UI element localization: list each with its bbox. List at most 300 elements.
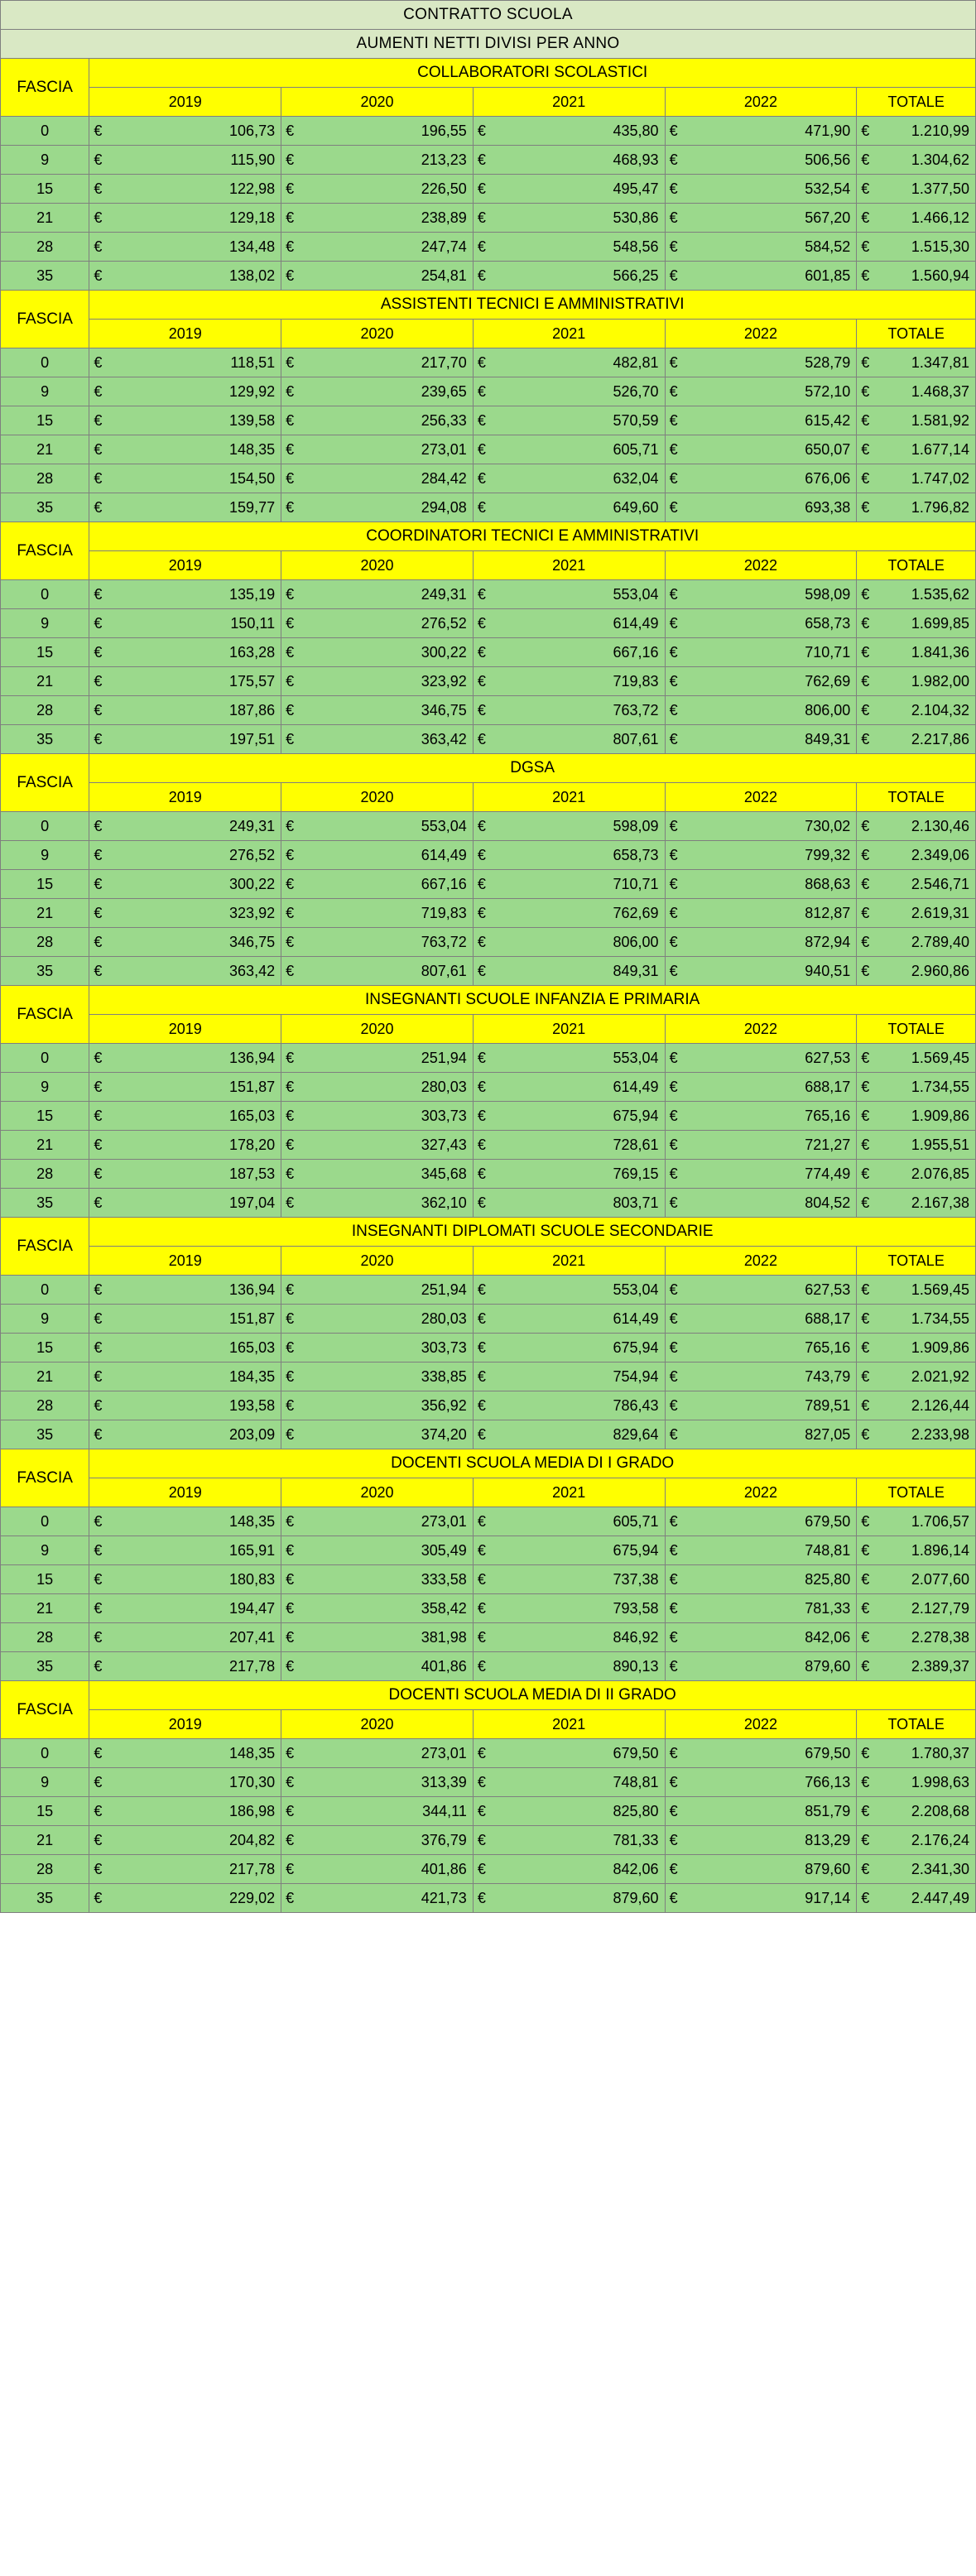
currency-symbol: € (665, 262, 691, 291)
amount-total: 1.569,45 (883, 1044, 976, 1073)
year-header-2019: 2019 (89, 1247, 281, 1276)
total-header: TOTALE (857, 320, 976, 348)
amount-total: 2.208,68 (883, 1797, 976, 1826)
currency-symbol: € (281, 1102, 308, 1131)
amount-total: 2.176,24 (883, 1826, 976, 1855)
currency-symbol-total: € (857, 957, 883, 986)
currency-symbol: € (281, 146, 308, 175)
amount-2019: 276,52 (116, 841, 281, 870)
fascia-value: 35 (1, 1189, 89, 1218)
year-header-2020: 2020 (281, 320, 474, 348)
fascia-value: 21 (1, 667, 89, 696)
amount-total: 2.021,92 (883, 1362, 976, 1391)
amount-2021: 530,86 (499, 204, 665, 233)
amount-total: 1.699,85 (883, 609, 976, 638)
currency-symbol: € (665, 348, 691, 377)
amount-2022: 812,87 (691, 899, 857, 928)
amount-2022: 730,02 (691, 812, 857, 841)
amount-2022: 679,50 (691, 1507, 857, 1536)
fascia-value: 0 (1, 1044, 89, 1073)
currency-symbol-total: € (857, 493, 883, 522)
currency-symbol: € (281, 1623, 308, 1652)
currency-symbol-total: € (857, 435, 883, 464)
table-row (1, 406, 976, 435)
amount-2021: 710,71 (499, 870, 665, 899)
currency-symbol-total: € (857, 175, 883, 204)
currency-symbol: € (281, 204, 308, 233)
currency-symbol: € (281, 1189, 308, 1218)
currency-symbol: € (665, 725, 691, 754)
currency-symbol: € (89, 1073, 116, 1102)
year-header-2022: 2022 (665, 1710, 857, 1739)
currency-symbol: € (665, 1536, 691, 1565)
amount-total: 2.076,85 (883, 1160, 976, 1189)
currency-symbol-total: € (857, 1362, 883, 1391)
table-row (1, 899, 976, 928)
total-header: TOTALE (857, 1478, 976, 1507)
currency-symbol: € (281, 1044, 308, 1073)
currency-symbol: € (665, 1768, 691, 1797)
currency-symbol: € (281, 435, 308, 464)
total-header: TOTALE (857, 783, 976, 812)
amount-total: 1.466,12 (883, 204, 976, 233)
amount-2022: 806,00 (691, 696, 857, 725)
currency-symbol: € (281, 1391, 308, 1420)
currency-symbol: € (473, 1623, 499, 1652)
currency-symbol-total: € (857, 406, 883, 435)
amount-2021: 495,47 (499, 175, 665, 204)
amount-2021: 614,49 (499, 609, 665, 638)
amount-total: 2.217,86 (883, 725, 976, 754)
currency-symbol: € (281, 1420, 308, 1449)
currency-symbol-total: € (857, 1855, 883, 1884)
currency-symbol: € (665, 1884, 691, 1913)
amount-2020: 356,92 (307, 1391, 473, 1420)
amount-2020: 313,39 (307, 1768, 473, 1797)
currency-symbol: € (665, 1739, 691, 1768)
currency-symbol-total: € (857, 812, 883, 841)
currency-symbol: € (473, 638, 499, 667)
amount-total: 1.909,86 (883, 1334, 976, 1362)
currency-symbol: € (89, 233, 116, 262)
amount-2020: 256,33 (307, 406, 473, 435)
table-row (1, 262, 976, 291)
table-row (1, 117, 976, 146)
currency-symbol: € (473, 1507, 499, 1536)
amount-2022: 650,07 (691, 435, 857, 464)
currency-symbol: € (665, 899, 691, 928)
currency-symbol: € (89, 957, 116, 986)
currency-symbol: € (89, 1652, 116, 1681)
year-header-2019: 2019 (89, 320, 281, 348)
currency-symbol: € (473, 957, 499, 986)
currency-symbol: € (89, 1565, 116, 1594)
total-header: TOTALE (857, 1015, 976, 1044)
currency-symbol: € (281, 928, 308, 957)
amount-2022: 688,17 (691, 1073, 857, 1102)
amount-total: 1.468,37 (883, 377, 976, 406)
currency-symbol: € (89, 580, 116, 609)
amount-2019: 363,42 (116, 957, 281, 986)
currency-symbol: € (473, 146, 499, 175)
fascia-value: 28 (1, 233, 89, 262)
amount-total: 2.167,38 (883, 1189, 976, 1218)
amount-total: 1.304,62 (883, 146, 976, 175)
currency-symbol: € (665, 928, 691, 957)
amount-2019: 207,41 (116, 1623, 281, 1652)
table-row (1, 464, 976, 493)
currency-symbol: € (665, 1420, 691, 1449)
amount-2022: 567,20 (691, 204, 857, 233)
currency-symbol: € (89, 377, 116, 406)
amount-2019: 134,48 (116, 233, 281, 262)
table-row (1, 1507, 976, 1536)
table-row (1, 1768, 976, 1797)
amount-2019: 187,53 (116, 1160, 281, 1189)
amount-2021: 482,81 (499, 348, 665, 377)
currency-symbol: € (665, 435, 691, 464)
group-title: COLLABORATORI SCOLASTICI (89, 59, 976, 88)
amount-2022: 676,06 (691, 464, 857, 493)
fascia-value: 9 (1, 841, 89, 870)
currency-symbol: € (281, 1652, 308, 1681)
year-header-2019: 2019 (89, 88, 281, 117)
currency-symbol: € (281, 696, 308, 725)
currency-symbol: € (473, 262, 499, 291)
amount-2019: 136,94 (116, 1044, 281, 1073)
currency-symbol-total: € (857, 899, 883, 928)
currency-symbol: € (665, 175, 691, 204)
table-row (1, 146, 976, 175)
amount-2019: 163,28 (116, 638, 281, 667)
amount-2022: 615,42 (691, 406, 857, 435)
currency-symbol: € (281, 580, 308, 609)
year-header-row (1, 1710, 976, 1739)
year-header-2021: 2021 (473, 1478, 665, 1507)
currency-symbol: € (665, 1826, 691, 1855)
currency-symbol: € (473, 1420, 499, 1449)
currency-symbol: € (89, 870, 116, 899)
fascia-value: 9 (1, 1768, 89, 1797)
group-title: INSEGNANTI DIPLOMATI SCUOLE SECONDARIE (89, 1218, 976, 1247)
amount-2022: 528,79 (691, 348, 857, 377)
currency-symbol: € (281, 1073, 308, 1102)
amount-2020: 249,31 (307, 580, 473, 609)
document-title: CONTRATTO SCUOLA (1, 1, 976, 30)
currency-symbol: € (89, 1131, 116, 1160)
table-row (1, 377, 976, 406)
table-row (1, 1189, 976, 1218)
currency-symbol: € (665, 580, 691, 609)
currency-symbol: € (473, 1855, 499, 1884)
amount-2020: 247,74 (307, 233, 473, 262)
fascia-value: 0 (1, 580, 89, 609)
group-title-row (1, 291, 976, 320)
table-row (1, 1362, 976, 1391)
currency-symbol-total: € (857, 1623, 883, 1652)
amount-2022: 688,17 (691, 1305, 857, 1334)
amount-2019: 170,30 (116, 1768, 281, 1797)
amount-2020: 327,43 (307, 1131, 473, 1160)
amount-total: 1.581,92 (883, 406, 976, 435)
currency-symbol: € (89, 493, 116, 522)
fascia-header: FASCIA (1, 1218, 89, 1276)
year-header-2019: 2019 (89, 1710, 281, 1739)
amount-total: 1.210,99 (883, 117, 976, 146)
year-header-2019: 2019 (89, 1478, 281, 1507)
amount-2021: 614,49 (499, 1305, 665, 1334)
amount-2020: 280,03 (307, 1073, 473, 1102)
currency-symbol: € (281, 899, 308, 928)
group-title: INSEGNANTI SCUOLE INFANZIA E PRIMARIA (89, 986, 976, 1015)
fascia-value: 21 (1, 1362, 89, 1391)
currency-symbol: € (665, 377, 691, 406)
amount-total: 1.734,55 (883, 1073, 976, 1102)
currency-symbol: € (281, 377, 308, 406)
amount-2022: 710,71 (691, 638, 857, 667)
currency-symbol: € (473, 204, 499, 233)
amount-2019: 139,58 (116, 406, 281, 435)
amount-2019: 249,31 (116, 812, 281, 841)
currency-symbol: € (473, 1189, 499, 1218)
year-header-2021: 2021 (473, 783, 665, 812)
amount-2019: 165,03 (116, 1334, 281, 1362)
fascia-value: 35 (1, 262, 89, 291)
amount-2020: 381,98 (307, 1623, 473, 1652)
year-header-row (1, 551, 976, 580)
currency-symbol: € (665, 1305, 691, 1334)
fascia-value: 28 (1, 1623, 89, 1652)
table-row (1, 493, 976, 522)
amount-2021: 548,56 (499, 233, 665, 262)
amount-2020: 273,01 (307, 1739, 473, 1768)
currency-symbol: € (473, 1044, 499, 1073)
amount-2022: 658,73 (691, 609, 857, 638)
amount-2019: 187,86 (116, 696, 281, 725)
fascia-value: 0 (1, 812, 89, 841)
amount-2021: 553,04 (499, 1044, 665, 1073)
currency-symbol-total: € (857, 1276, 883, 1305)
currency-symbol: € (281, 841, 308, 870)
amount-2019: 106,73 (116, 117, 281, 146)
currency-symbol: € (281, 1131, 308, 1160)
table-row (1, 175, 976, 204)
amount-total: 2.789,40 (883, 928, 976, 957)
table-row (1, 696, 976, 725)
currency-symbol-total: € (857, 1189, 883, 1218)
total-header: TOTALE (857, 1247, 976, 1276)
amount-2022: 849,31 (691, 725, 857, 754)
currency-symbol: € (281, 1565, 308, 1594)
document-subtitle-row (1, 30, 976, 59)
currency-symbol: € (89, 1884, 116, 1913)
group-title: DOCENTI SCUOLA MEDIA DI II GRADO (89, 1681, 976, 1710)
currency-symbol: € (473, 899, 499, 928)
amount-2019: 300,22 (116, 870, 281, 899)
amount-2020: 421,73 (307, 1884, 473, 1913)
amount-2019: 151,87 (116, 1305, 281, 1334)
currency-symbol: € (89, 348, 116, 377)
amount-2022: 879,60 (691, 1652, 857, 1681)
amount-2019: 175,57 (116, 667, 281, 696)
amount-total: 2.126,44 (883, 1391, 976, 1420)
fascia-value: 0 (1, 1507, 89, 1536)
amount-2019: 323,92 (116, 899, 281, 928)
amount-total: 1.780,37 (883, 1739, 976, 1768)
group-title: DGSA (89, 754, 976, 783)
amount-2019: 118,51 (116, 348, 281, 377)
amount-2022: 601,85 (691, 262, 857, 291)
fascia-value: 35 (1, 1884, 89, 1913)
fascia-header: FASCIA (1, 1681, 89, 1739)
total-header: TOTALE (857, 1710, 976, 1739)
amount-2019: 180,83 (116, 1565, 281, 1594)
amount-2020: 226,50 (307, 175, 473, 204)
amount-2020: 346,75 (307, 696, 473, 725)
amount-total: 1.747,02 (883, 464, 976, 493)
table-row (1, 1160, 976, 1189)
currency-symbol-total: € (857, 1768, 883, 1797)
table-row (1, 1073, 976, 1102)
year-header-2021: 2021 (473, 551, 665, 580)
amount-2019: 138,02 (116, 262, 281, 291)
amount-2019: 129,92 (116, 377, 281, 406)
currency-symbol: € (473, 841, 499, 870)
currency-symbol: € (89, 1362, 116, 1391)
fascia-value: 35 (1, 1420, 89, 1449)
currency-symbol-total: € (857, 696, 883, 725)
fascia-value: 28 (1, 1160, 89, 1189)
year-header-2021: 2021 (473, 1015, 665, 1044)
amount-2019: 184,35 (116, 1362, 281, 1391)
amount-2020: 345,68 (307, 1160, 473, 1189)
currency-symbol: € (281, 1507, 308, 1536)
group-title-row (1, 59, 976, 88)
amount-total: 2.077,60 (883, 1565, 976, 1594)
currency-symbol: € (665, 406, 691, 435)
currency-symbol: € (281, 464, 308, 493)
amount-2021: 879,60 (499, 1884, 665, 1913)
amount-total: 1.896,14 (883, 1536, 976, 1565)
currency-symbol: € (473, 1884, 499, 1913)
currency-symbol: € (89, 1102, 116, 1131)
amount-2022: 851,79 (691, 1797, 857, 1826)
amount-2021: 781,33 (499, 1826, 665, 1855)
amount-total: 1.909,86 (883, 1102, 976, 1131)
currency-symbol: € (89, 1189, 116, 1218)
currency-symbol-total: € (857, 1044, 883, 1073)
amount-2020: 238,89 (307, 204, 473, 233)
year-header-2020: 2020 (281, 1015, 474, 1044)
currency-symbol: € (473, 233, 499, 262)
table-row (1, 233, 976, 262)
amount-total: 1.535,62 (883, 580, 976, 609)
currency-symbol: € (89, 464, 116, 493)
amount-2021: 806,00 (499, 928, 665, 957)
currency-symbol-total: € (857, 1739, 883, 1768)
currency-symbol: € (281, 1797, 308, 1826)
amount-2022: 471,90 (691, 117, 857, 146)
fascia-header: FASCIA (1, 59, 89, 117)
amount-2020: 719,83 (307, 899, 473, 928)
currency-symbol: € (89, 1797, 116, 1826)
currency-symbol: € (473, 1768, 499, 1797)
currency-symbol-total: € (857, 1305, 883, 1334)
currency-symbol-total: € (857, 204, 883, 233)
year-header-2020: 2020 (281, 1710, 474, 1739)
fascia-value: 15 (1, 1102, 89, 1131)
year-header-2022: 2022 (665, 88, 857, 117)
fascia-value: 28 (1, 928, 89, 957)
currency-symbol: € (473, 117, 499, 146)
currency-symbol: € (89, 1334, 116, 1362)
year-header-2021: 2021 (473, 1710, 665, 1739)
amount-2022: 572,10 (691, 377, 857, 406)
currency-symbol-total: € (857, 117, 883, 146)
amount-total: 1.347,81 (883, 348, 976, 377)
table-row (1, 1131, 976, 1160)
amount-total: 2.341,30 (883, 1855, 976, 1884)
currency-symbol: € (473, 1739, 499, 1768)
amount-2021: 526,70 (499, 377, 665, 406)
currency-symbol: € (89, 406, 116, 435)
currency-symbol: € (89, 262, 116, 291)
amount-2019: 159,77 (116, 493, 281, 522)
amount-total: 2.546,71 (883, 870, 976, 899)
currency-symbol-total: € (857, 667, 883, 696)
year-header-row (1, 1247, 976, 1276)
table-row (1, 957, 976, 986)
currency-symbol: € (473, 1594, 499, 1623)
currency-symbol: € (89, 899, 116, 928)
table-row (1, 1739, 976, 1768)
currency-symbol-total: € (857, 1131, 883, 1160)
amount-2019: 135,19 (116, 580, 281, 609)
amount-2019: 148,35 (116, 435, 281, 464)
amount-2020: 303,73 (307, 1102, 473, 1131)
amount-2021: 675,94 (499, 1334, 665, 1362)
fascia-header: FASCIA (1, 291, 89, 348)
amount-2019: 186,98 (116, 1797, 281, 1826)
currency-symbol-total: € (857, 1565, 883, 1594)
amount-2019: 154,50 (116, 464, 281, 493)
fascia-value: 0 (1, 348, 89, 377)
amount-2021: 803,71 (499, 1189, 665, 1218)
amount-2019: 194,47 (116, 1594, 281, 1623)
currency-symbol: € (89, 204, 116, 233)
amount-2021: 570,59 (499, 406, 665, 435)
fascia-header: FASCIA (1, 754, 89, 812)
fascia-value: 28 (1, 1391, 89, 1420)
currency-symbol: € (473, 435, 499, 464)
amount-2021: 605,71 (499, 1507, 665, 1536)
fascia-value: 28 (1, 464, 89, 493)
table-row (1, 348, 976, 377)
fascia-value: 9 (1, 609, 89, 638)
currency-symbol: € (473, 609, 499, 638)
currency-symbol: € (281, 1334, 308, 1362)
fascia-value: 9 (1, 377, 89, 406)
currency-symbol-total: € (857, 233, 883, 262)
currency-symbol: € (281, 1160, 308, 1189)
currency-symbol: € (473, 696, 499, 725)
amount-2020: 344,11 (307, 1797, 473, 1826)
currency-symbol-total: € (857, 1160, 883, 1189)
currency-symbol: € (89, 117, 116, 146)
currency-symbol-total: € (857, 725, 883, 754)
table-row (1, 1594, 976, 1623)
currency-symbol: € (281, 870, 308, 899)
